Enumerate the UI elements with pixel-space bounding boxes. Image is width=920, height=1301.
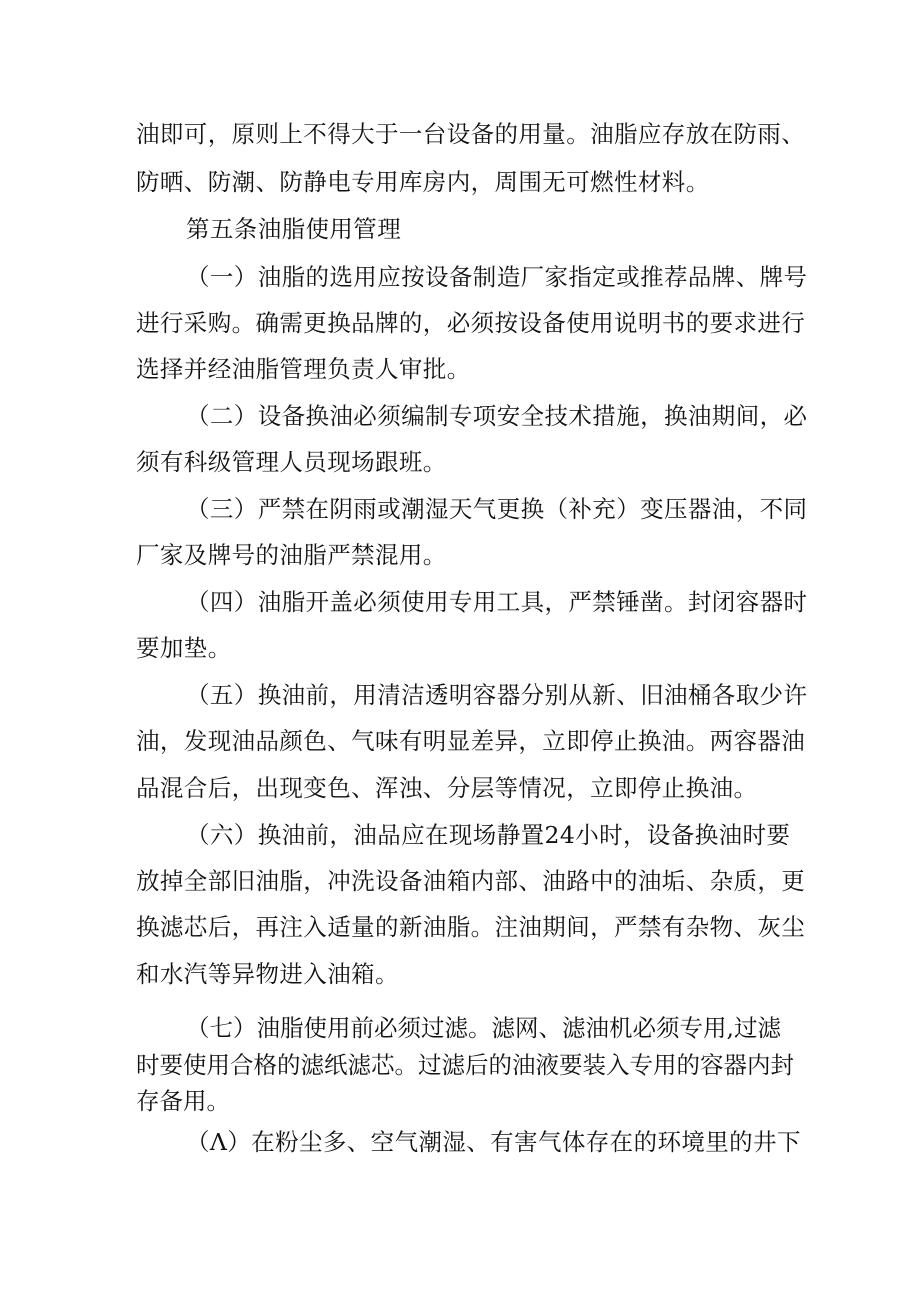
text-line: 存备用。 (136, 1087, 230, 1115)
text-line: （Λ）在粉尘多、空气潮湿、有害气体存在的环境里的井下 (186, 1128, 801, 1156)
text-line: 防晒、防潮、防静电专用库房内，周围无可燃性材料。 (136, 168, 710, 196)
text-line: 进行采购。确需更换品牌的，必须按设备使用说明书的要求进行 (136, 309, 806, 337)
text-line: 和水汽等异物进入油箱。 (136, 960, 399, 988)
section-heading: 第五条油脂使用管理 (186, 215, 402, 243)
text-line: 须有科级管理人员现场跟班。 (136, 448, 447, 476)
text-line: （一）油脂的选用应按设备制造厂家指定或推荐品牌、牌号 (186, 263, 808, 291)
text-line: 时要使用合格的滤纸滤芯。过滤后的油液要装入专用的容器内封 (136, 1051, 794, 1079)
text-line: 油即可，原则上不得大于一台设备的用量。油脂应存放在防雨、 (136, 120, 806, 148)
text-line: 油，发现油品颜色、气味有明显差异，立即停止换油。两容器油 (136, 727, 806, 755)
text-line: 换滤芯后，再注入适量的新油脂。注油期间，严禁有杂物、灰尘 (136, 913, 806, 941)
text-line: 品混合后，出现变色、浑浊、分层等情况，立即停止换油。 (136, 774, 758, 802)
text-line: 放掉全部旧油脂，冲洗设备油箱内部、油路中的油垢、杂质，更 (136, 867, 806, 895)
text-line: （四）油脂开盖必须使用专用工具，严禁锤凿。封闭容器时 (186, 588, 808, 616)
text-line: （五）换油前，用清洁透明容器分别从新、旧油桶各取少许 (186, 681, 808, 709)
text-line: （二）设备换油必须编制专项安全技术措施，换油期间，必 (186, 402, 808, 430)
text-line: （六）换油前，油品应在现场静置24小时，设备换油时要 (186, 821, 791, 849)
text-line: 选择并经油脂管理负责人审批。 (136, 355, 471, 383)
text-line: （三）严禁在阴雨或潮湿天气更换（补充）变压器油，不同 (186, 495, 808, 523)
text-line: （七）油脂使用前必须过滤。滤网、滤油机必须专用,过滤 (186, 1014, 781, 1042)
text-line: 厂家及牌号的油脂严禁混用。 (136, 541, 447, 569)
text-line: 要加垫。 (136, 634, 232, 662)
